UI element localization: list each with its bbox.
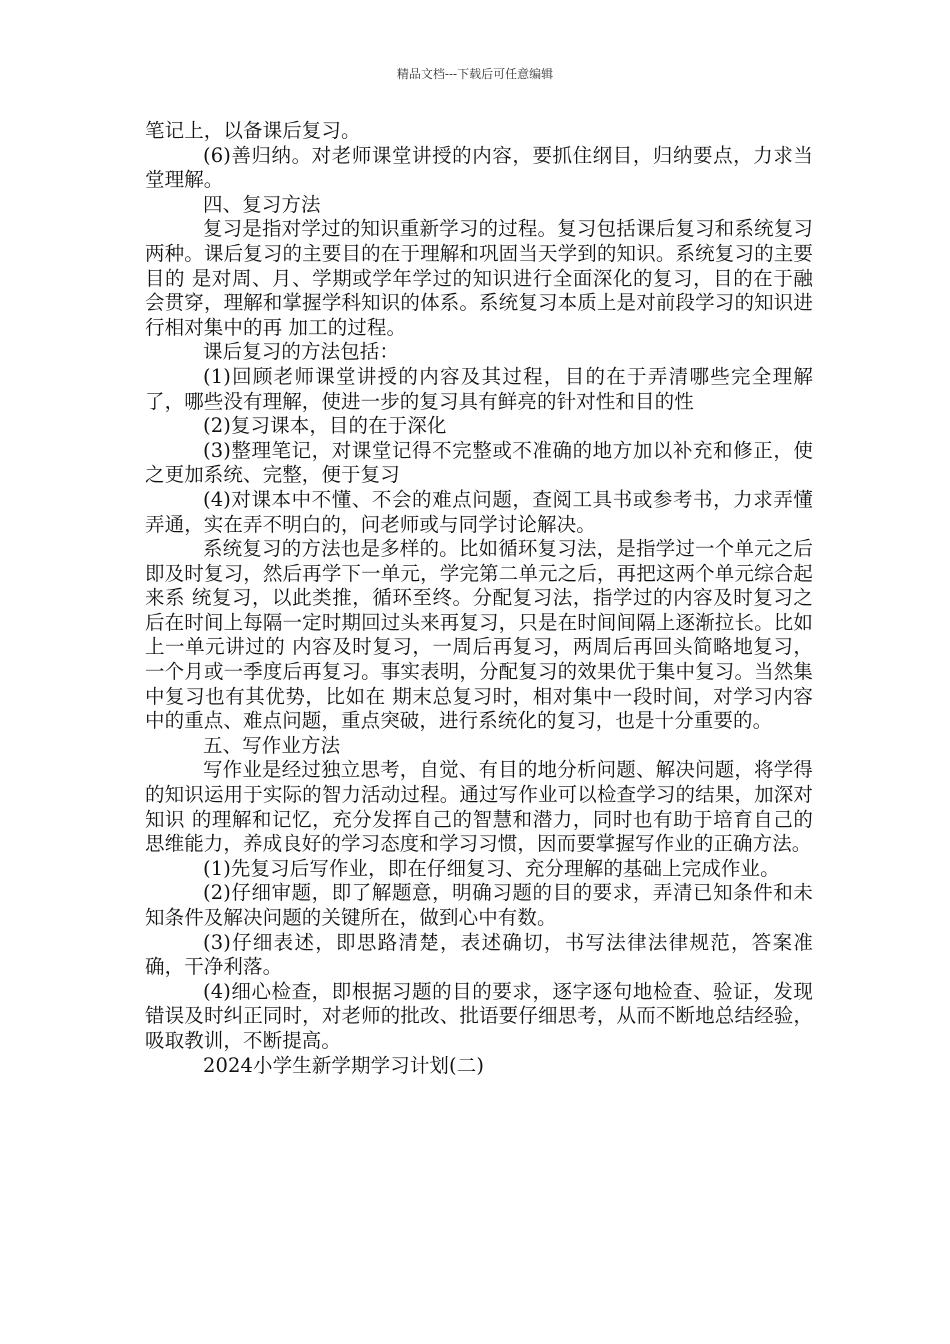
section-heading-plan-two: 2024小学生新学期学习计划(二)	[203, 1053, 485, 1077]
paragraph-after-class-review-intro: 课后复习的方法包括：	[203, 340, 400, 364]
paragraph-review-item-2: (2)复习课本，目的在于深化	[203, 414, 447, 438]
page-header: 精品文档---下载后可任意编辑	[396, 67, 554, 81]
paragraph-homework-item-4: (4)细心检查，即根据习题的目的要求，逐字逐句地检查、验证，发现错误及时纠正同时，对老师的批改、批语要仔细思考，从而不断地总结经验，吸取教训，不断提高。	[145, 979, 813, 1052]
paragraph-item-6-summarize: (6)善归纳。对老师课堂讲授的内容，要抓住纲目，归纳要点，力求当堂理解。	[145, 143, 813, 192]
paragraph-notes-end: 笔记上，以备课后复习。	[145, 119, 361, 142]
document-body	[145, 119, 813, 1078]
paragraph-review-item-3: (3)整理笔记，对课堂记得不完整或不准确的地方加以补充和修正，使之更加系统、完整，便于复习	[145, 438, 813, 487]
paragraph-homework-definition: 写作业是经过独立思考，自觉、有目的地分析问题、解决问题，将学得的知识运用于实际的智力活动过程。通过写作业可以检查学习的结果，加深对知识 的理解和记忆，充分发挥自己的智慧和潜力，同时也有助于培育自己的思维能力，养成良好的学习态度和学习习惯，因而要掌握写作业的正确方法。	[145, 758, 813, 856]
paragraph-systematic-review: 系统复习的方法也是多样的。比如循环复习法，是指学过一个单元之后即及时复习，然后再学下一单元，学完第二单元之后，再把这两个单元综合起来系 统复习，以此类推，循环至终。分配复习法，指学过的内容及时复习之后在时间上每隔一定时期回过头来再复习，只是在时间间隔上逐渐拉长。比如上一单元讲过的 内容及时复习，一周后再复习，两周后再回头简略地复习，一个月或一季度后再复习。事实表明，分配复习的效果优于集中复习。当然集中复习也有其优势，比如在 期末总复习时，相对集中一段时间，对学习内容中的重点、难点问题，重点突破，进行系统化的复习，也是十分重要的。	[145, 537, 813, 733]
section-heading-review-methods: 四、复习方法	[203, 192, 321, 216]
paragraph-homework-item-2: (2)仔细审题，即了解题意，明确习题的目的要求，弄清已知条件和未知条件及解决问题的关键所在，做到心中有数。	[145, 881, 813, 929]
paragraph-homework-item-1: (1)先复习后写作业，即在仔细复习、充分理解的基础上完成作业。	[203, 856, 780, 880]
paragraph-review-definition: 复习是指对学过的知识重新学习的过程。复习包括课后复习和系统复习两种。课后复习的主要目的在于理解和巩固当天学到的知识。系统复习的主要目的 是对周、月、学期或学年学过的知识进行全面深化的复习，目的在于融会贯穿，理解和掌握学科知识的体系。系统复习本质上是对前段学习的知识进行相对集中的再 加工的过程。	[145, 217, 813, 339]
paragraph-homework-item-3: (3)仔细表述，即思路清楚，表述确切，书写法律法律规范，答案准确，干净利落。	[145, 930, 813, 979]
section-heading-homework-methods: 五、写作业方法	[203, 733, 341, 757]
paragraph-review-item-1: (1)回顾老师课堂讲授的内容及其过程，目的在于弄清哪些完全理解了，哪些没有理解，使进一步的复习具有鲜亮的针对性和目的性	[145, 364, 813, 413]
paragraph-review-item-4: (4)对课本中不懂、不会的难点问题，查阅工具书或参考书，力求弄懂弄通，实在弄不明白的，问老师或与同学讨论解决。	[145, 487, 813, 536]
